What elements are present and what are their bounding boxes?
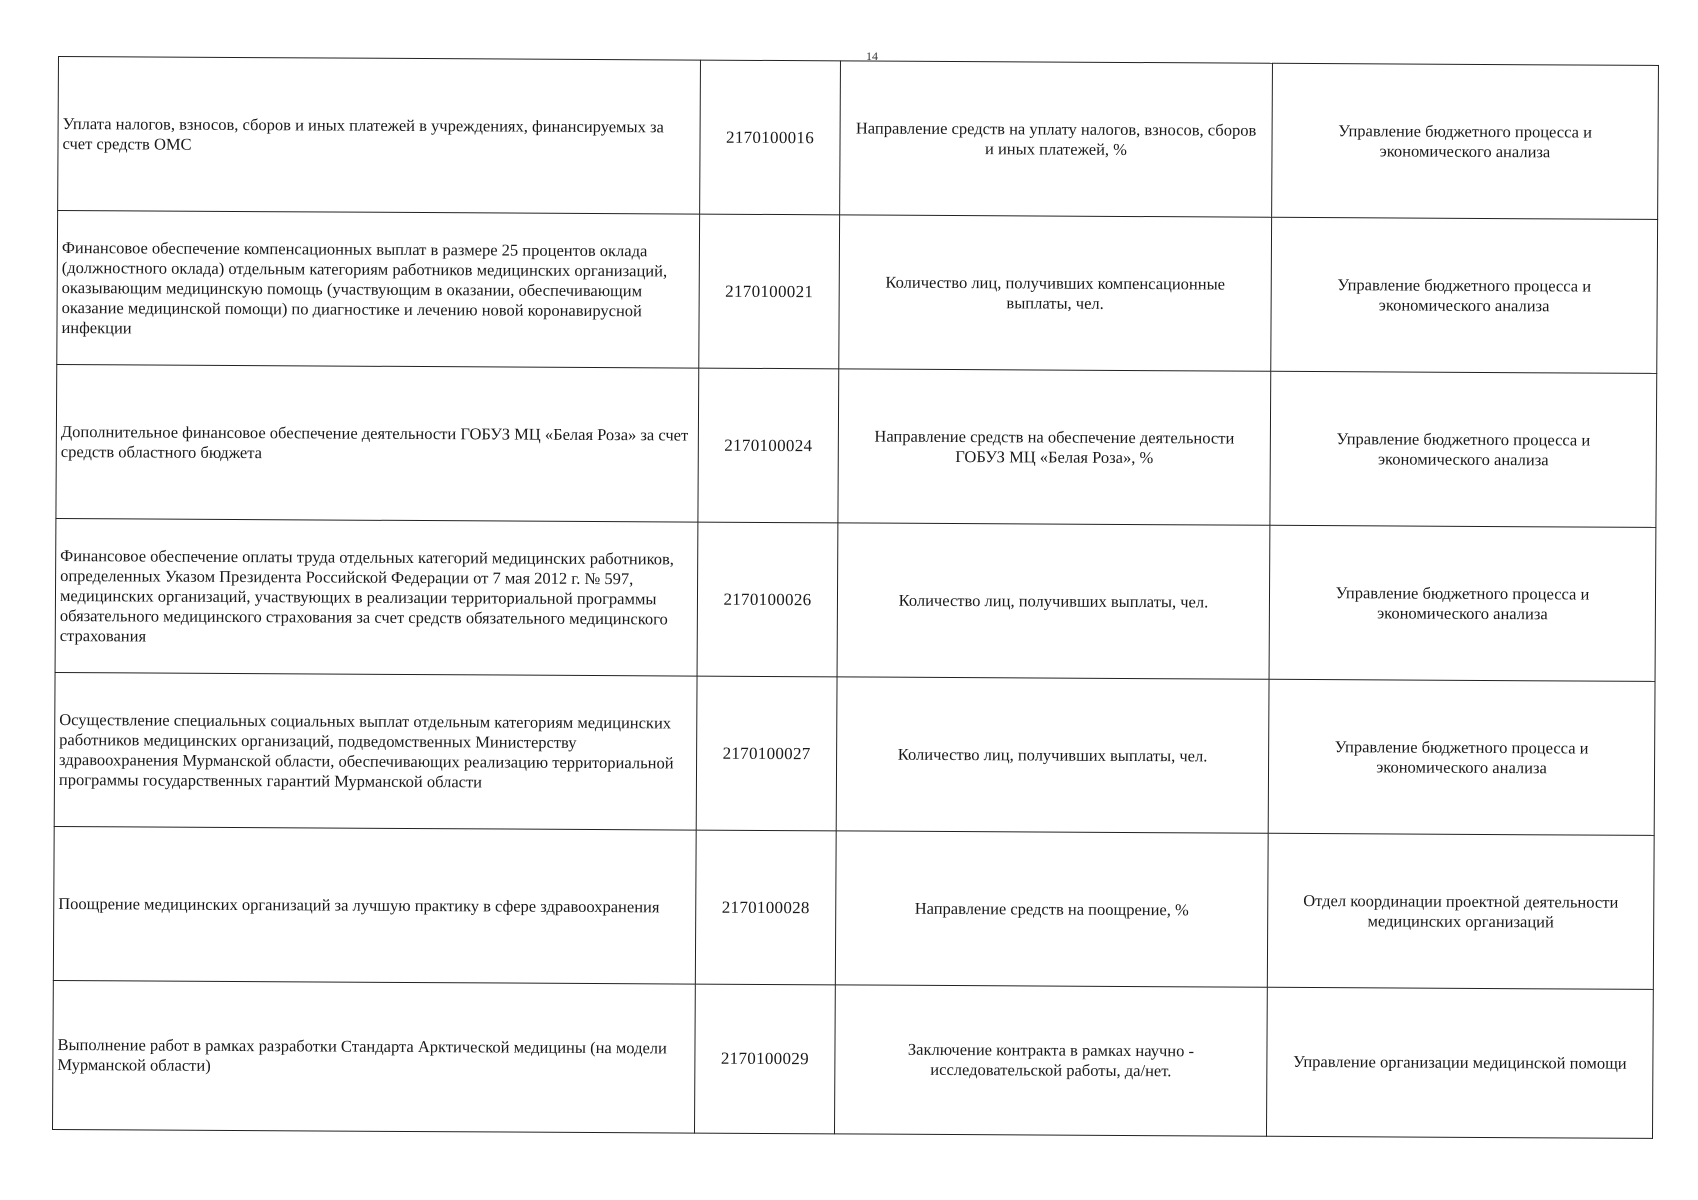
- indicator-cell: Заключение контракта в рамках научно - исследовательской работы, да/нет.: [834, 985, 1267, 1136]
- indicator-cell: Количество лиц, получивших выплаты, чел.: [836, 677, 1269, 833]
- indicator-cell: Направление средств на уплату налогов, взносов, сборов и иных платежей, %: [840, 61, 1273, 217]
- indicator-cell: Количество лиц, получивших компенсационные выплаты, чел.: [839, 215, 1272, 371]
- code-cell: 2170100024: [698, 368, 839, 523]
- indicator-cell: Количество лиц, получивших выплаты, чел.: [837, 523, 1270, 679]
- code-cell: 2170100026: [697, 522, 838, 677]
- responsible-cell: Управление бюджетного процесса и экономического анализа: [1268, 679, 1655, 835]
- measures-table: [52, 56, 1659, 1139]
- code-cell: 2170100029: [694, 984, 835, 1134]
- responsible-cell: Управление бюджетного процесса и экономического анализа: [1271, 217, 1658, 373]
- page-number: 14: [866, 49, 878, 63]
- measure-name-cell: Выполнение работ в рамках разработки Стандарта Арктической медицины (на модели Мурманской области): [53, 980, 696, 1133]
- measure-name-cell: Осуществление специальных социальных выплат отдельным категориям медицинских работников медицинских организаций, подведомственных Министерству здравоохранения Мурманской области, обеспечивающих реализацию территориальной программы государственных гарантий Мурманской области: [54, 672, 697, 830]
- measure-name-cell: Финансовое обеспечение компенсационных выплат в размере 25 процентов оклада (должностного оклада) отдельным категориям работников медицинских организаций, оказывающим медицинскую помощь (участвующим в оказании, обеспечивающим оказание медицинской помощи) по диагностике и лечению новой коронавирусной инфекции: [57, 211, 700, 369]
- responsible-cell: Управление организации медицинской помощи: [1266, 987, 1653, 1138]
- responsible-cell: Управление бюджетного процесса и экономического анализа: [1272, 63, 1659, 219]
- table-row: [57, 211, 1658, 374]
- responsible-cell: Управление бюджетного процесса и экономического анализа: [1269, 525, 1656, 681]
- code-cell: 2170100027: [696, 676, 837, 831]
- responsible-cell: Отдел координации проектной деятельности медицинских организаций: [1267, 833, 1654, 989]
- measure-name-cell: Дополнительное финансовое обеспечение деятельности ГОБУЗ МЦ «Белая Роза» за счет средств областного бюджета: [56, 364, 699, 522]
- responsible-cell: Управление бюджетного процесса и экономического анализа: [1270, 371, 1657, 527]
- table-row: [55, 518, 1656, 681]
- table-row: [53, 826, 1654, 989]
- table-row: [54, 672, 1655, 835]
- measure-name-cell: Финансовое обеспечение оплаты труда отдельных категорий медицинских работников, определенных Указом Президента Российской Федерации от 7 мая 2012 г. № 597, медицинских организаций, участвующих в реализации территориальной программы обязательного медицинского страхования за счет средств обязательного медицинского страхования: [55, 518, 698, 676]
- code-cell: 2170100028: [695, 830, 836, 985]
- table-row: [58, 57, 1659, 220]
- code-cell: 2170100021: [699, 214, 840, 369]
- code-cell: 2170100016: [700, 60, 841, 215]
- measure-name-cell: Уплата налогов, взносов, сборов и иных платежей в учреждениях, финансируемых за счет средств ОМС: [58, 57, 701, 215]
- indicator-cell: Направление средств на обеспечение деятельности ГОБУЗ МЦ «Белая Роза», %: [838, 369, 1271, 525]
- indicator-cell: Направление средств на поощрение, %: [835, 831, 1268, 987]
- table-row: [56, 364, 1657, 527]
- table-row: [53, 980, 1654, 1138]
- measure-name-cell: Поощрение медицинских организаций за лучшую практику в сфере здравоохранения: [53, 826, 696, 984]
